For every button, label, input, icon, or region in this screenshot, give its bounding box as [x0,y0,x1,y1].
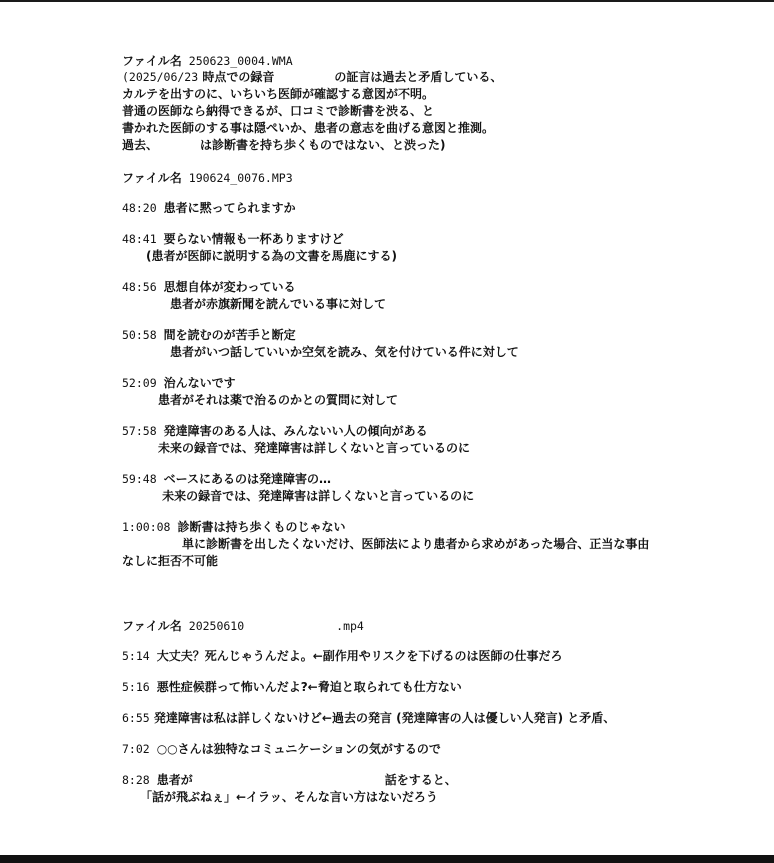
note-line: カルテを出すのに、いちいち医師が確認する意図が不明。 [122,87,435,101]
timestamp: 7:02 [122,742,150,756]
timestamp: 57:58 [122,424,157,438]
timestamp-entry [122,471,657,488]
quote-text: 治んないです [163,376,236,390]
comment-text: 患者がいつ話していいか空気を読み、気を付けている件に対して [122,345,519,359]
quote-text: 発達障害は私は詳しくないけど←過去の発言 (発達障害の人は優しい人発言) と矛盾、 [153,711,616,725]
entry-group [122,279,657,313]
comment-text: (患者が医師に説明する為の文書を馬鹿にする) [122,249,397,263]
timestamp-entry [122,279,657,296]
timestamp-entry [122,327,657,344]
file-label: ファイル名 [122,619,182,633]
timestamp-entry [122,772,657,789]
timestamp-entry [122,231,657,248]
entry-group [122,375,657,409]
entry-group [122,741,657,758]
timestamp-entry [122,741,657,758]
comment-text: 未来の録音では、発達障害は詳しくないと言っているのに [122,489,475,503]
quote-text: 悪性症候群って怖いんだよ?←脅迫と取られても仕方ない [156,680,462,694]
timestamp-entry [122,648,657,665]
quote-text: 診断書は持ち歩くものじゃない [177,520,346,534]
comment-text: 「話が飛ぶねぇ」←イラッ、そんな言い方はないだろう [122,790,438,804]
entry-group [122,648,657,665]
entry-group [122,710,657,727]
file-name: 190624_0076.MP3 [188,171,293,185]
timestamp: 5:16 [122,680,150,694]
entry-group [122,327,657,361]
timestamp: 1:00:08 [122,520,171,534]
file-name: 20250610 .mp4 [188,619,364,633]
document-body [122,52,657,806]
comment-text: 患者がそれは薬で治るのかとの質問に対して [122,393,399,407]
note-line: 書かれた医師のする事は隠ぺいか、患者の意志を曲げる意図と推測。 [122,121,495,135]
timestamp: 5:14 [122,649,150,663]
timestamp-entry [122,375,657,392]
file-header-3 [122,617,657,634]
quote-text: ベースにあるのは発達障害の… [163,472,332,486]
comment-text: 単に診断書を出したくないだけ、医師法により患者から求めがあった場合、正当な事由なしに拒否不可能 [122,537,650,568]
timestamp-entry [122,200,657,217]
file-name: 250623_0004.WMA [188,54,293,68]
entry-group [122,679,657,696]
entry-group [122,423,657,457]
entry-group [122,772,657,806]
window-bottom-border [0,855,774,863]
quote-text: 患者が 話をすると、 [156,773,457,787]
comment-text: 患者が赤旗新聞を読んでいる事に対して [122,297,387,311]
timestamp: 48:41 [122,232,157,246]
timestamp: 50:58 [122,328,157,342]
quote-text: 患者に黙ってられますか [163,201,296,215]
note-date: (2025/06/23 [122,70,199,84]
timestamp: 48:56 [122,280,157,294]
timestamp: 48:20 [122,201,157,215]
file-header-2 [122,169,657,186]
quote-text: 思想自体が変わっている [163,280,296,294]
quote-text: 大丈夫？死んじゃうんだよ。←副作用やリスクを下げるのは医師の仕事だろ [156,649,563,663]
note-line [122,69,657,86]
entry-group [122,519,657,570]
file-label: ファイル名 [122,171,182,185]
file-header-1 [122,52,657,69]
timestamp-entry [122,710,657,727]
note-line: 普通の医師なら納得できるが、口コミで診断書を渋る、と [122,104,435,118]
window-top-border [0,0,774,2]
entry-group [122,471,657,505]
note-line: 過去、 は診断書を持ち歩くものではない、と渋った) [122,138,446,152]
note-text: 時点での録音 の証言は過去と矛盾している、 [198,70,503,84]
quote-text: ○○さんは独特なコミュニケーションの気がするので [156,742,441,756]
file-label: ファイル名 [122,54,182,68]
entry-group [122,231,657,265]
timestamp: 6:55 [122,711,150,725]
quote-text: 間を読むのが苦手と断定 [163,328,296,342]
timestamp: 59:48 [122,472,157,486]
timestamp-entry [122,423,657,440]
timestamp: 8:28 [122,773,150,787]
timestamp: 52:09 [122,376,157,390]
timestamp-entry [122,519,657,536]
comment-text: 未来の録音では、発達障害は詳しくないと言っているのに [122,441,471,455]
quote-text: 発達障害のある人は、みんないい人の傾向がある [163,424,428,438]
entry-group [122,200,657,217]
quote-text: 要らない情報も一杯ありますけど [163,232,344,246]
timestamp-entry [122,679,657,696]
